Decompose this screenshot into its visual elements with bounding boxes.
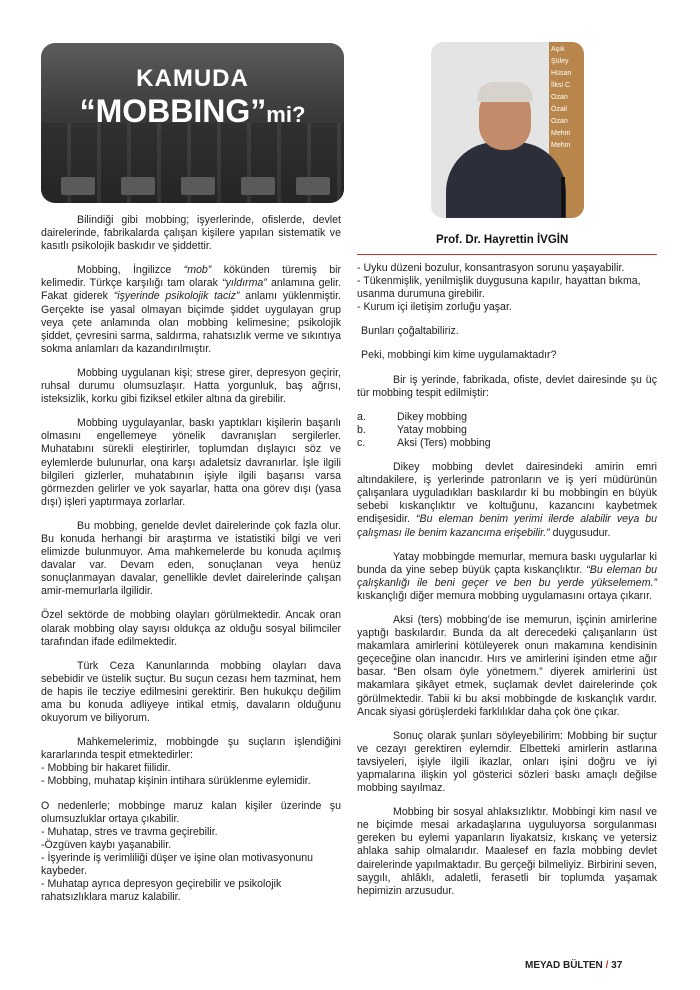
wall-text: Mehm (551, 130, 571, 137)
list-text: Yatay mobbing (397, 423, 467, 436)
paragraph: Özel sektörde de mobbing olayları görülmektedir. Ancak oran olarak mobbing olay sayısı oldukça az olduğu sosyal bilimciler tarafından ifade edilmektedir. (41, 609, 341, 648)
text-run: duygusudur. (549, 526, 611, 539)
list-text: Dikey mobbing (397, 410, 468, 423)
paragraph (41, 264, 341, 356)
text-run: Yatay mobbingde memurlar, memura baskı uygularlar ki bunda da yine sebep büyük çapta kıskançlıktır. (357, 550, 657, 576)
wall-text: Özail (551, 106, 567, 113)
hero-mobbing: “MOBBING” (79, 93, 267, 129)
list (41, 826, 341, 905)
paragraph: Mobbing uygulayanlar, baskı yaptıkları kişilerin başarılı olmasını engellemeye yönelik davranışları sergilerler. Muhatabını sürekli eleştirirler, toplumdan dışlayıcı söz ve eylemlerde bulunurlar, ona karşı adaletsiz davranırlar. İşle ilgili bilgileri gizlerler, muhatabının işiyle ilgili başarısı varsa görmezden gelirler ve yok sayarlar, hatta ona görev dışı (yasa dışı) işleri yaptırmaya zorlarlar. (41, 417, 341, 508)
list-marker: c. (357, 436, 366, 449)
hero-mi: mi? (266, 102, 306, 127)
list (357, 262, 657, 314)
desk-shape (296, 177, 330, 195)
text-run: Dikey mobbing devlet dairesindeki amirin emri altındakilere, iş yerlerinde patronların ve iş yeri müdürünün çalışanlara uyguladıkları baskılardır ki bu mobbingin en büyük sebebi kıskançlıktır ve koltuğunu, kazancını kaybetmek endişesidir. (357, 461, 657, 526)
list-item: - Kurum içi iletişim zorluğu yaşar. (357, 301, 512, 314)
italic-run: “mob” (183, 264, 212, 277)
list-marker: a. (357, 410, 366, 423)
page-number: 37 (611, 960, 623, 971)
paragraph: Sonuç olarak şunları söyleyebilirim: Mobbing bir suçtur ve cezayı gerektiren eylemdir. Elbetteki amirlerin astlarına tavsiyeleri, işiyle ilgili ikazlar, onları işini doğru ve iyi yapmalarına ilişkin yol gösterici sözleri baskı amaçlı değilse mobbing sayılmaz. (357, 729, 657, 795)
desk-shape (181, 177, 215, 195)
italic-run: “Bu eleman bu çalışkanlığı ile beni geçer ve ben bu yerde yükselemem.” (357, 563, 658, 589)
paragraph (357, 551, 657, 603)
paragraph: Peki, mobbingi kim kime uygulamaktadır? (361, 349, 557, 362)
list-item (357, 411, 657, 424)
list-item: - Muhatap, stres ve travma geçirebilir. (41, 825, 218, 838)
paragraph: Mobbing bir sosyal ahlaksızlıktır. Mobbingi kim nasıl ve ne biçimde mesai arkadaşlarına uyguluyorsa sorgulanması gereken bu eylemi yapanların liyakatsiz, kıskanç ve yetersiz ahlaka sahip olmalarıdır. Maalesef en fazla mobbing devlet dairelerinde yapılmaktadır. Bu gerçeği bilmeliyiz. Birbirini seven, saygılı, ahlâklı, adaletli, ferasetli bir toplumda yaşamak hepimizin arzusudur. (357, 806, 657, 897)
author-name: Prof. Dr. Hayrettin İVGİN (436, 234, 569, 246)
paragraph: Bir iş yerinde, fabrikada, ofiste, devlet dairesinde şu üç tür mobbing tespit edilmiştir: (357, 373, 657, 399)
microphone-icon (561, 177, 565, 217)
wall-text: Ozan (551, 118, 568, 125)
italic-run: “işyerinde psikolojik taciz” (113, 290, 240, 303)
wall-text: Hüsan (551, 70, 572, 77)
author-photo (431, 42, 584, 218)
italic-run: “yıldırma” (222, 277, 267, 290)
paragraph: O nedenlerle; mobbinge maruz kalan kişiler üzerinde şu olumsuzluklar ortaya çıkabilir. (41, 799, 341, 825)
left-column (41, 214, 341, 915)
author-divider (357, 254, 657, 255)
list-item: - Tükenmişlik, yenilmişlik duygusuna kapılır, hayattan bıkma, usanma durumuna girebilir. (357, 275, 641, 301)
list-marker: b. (357, 423, 366, 436)
footer-separator: / (605, 960, 609, 971)
page-footer (525, 960, 622, 971)
text-run: anlamına gelir. Fakat giderek (41, 277, 342, 303)
text-run: Mobbing, İngilizce (77, 264, 184, 277)
wall-text: Şüley (551, 58, 569, 65)
text-run: kökünden türemiş bir kelimedir. Türkçe karşılığı tam olarak (41, 264, 341, 290)
italic-run: “Bu eleman benim yerimi ilerde alabilir veya bu çalışması ile benim kazancıma erişebilir.” (357, 513, 657, 539)
list-item (357, 424, 657, 437)
mobbing-types-list (357, 411, 657, 450)
hero-title-line1: KAMUDA (136, 65, 249, 92)
hero-title-line2 (41, 93, 344, 130)
portrait-hair (477, 82, 533, 102)
text-run: anlamı yüklenmiştir. Gerçekte ise yasal olmayan biçimde şiddet uygulayan grup veya çete anlamında olan mobbing kelimesine; psikolojik şiddet, çevresini sarma, saldırma, rahatsızlık verme ve sıkıntıya sokma anlamları da kazandırılmıştır. (41, 290, 341, 355)
list-item: - Mobbing bir hakaret fiilidir. (41, 762, 171, 775)
paragraph: Bilindiği gibi mobbing; işyerlerinde, ofislerde, devlet dairelerinde, fabrikalarda çalışan kişilere yapılan sistematik ve kasıtlı psikolojik baskıdır ve şiddettir. (41, 214, 341, 253)
wall-text: Mehm (551, 142, 571, 149)
list-text: Aksi (Ters) mobbing (397, 436, 491, 449)
list-item: - İşyerinde iş verimliliği düşer ve işine olan motivasyonunu kaybeder. (41, 851, 314, 878)
wall-text: Ozan (551, 94, 568, 101)
paragraph: Mobbing uygulanan kişi; strese girer, depresyon geçirir, ruhsal durumu olumsuzlaşır. Hatta yorgunluk, baş ağrısı, isteksizlik, korku gibi fiziksel etkiler altına da girebilir. (41, 366, 341, 406)
desk-shape (121, 177, 155, 195)
portrait-suit (446, 142, 566, 218)
paragraph: Bunları çoğaltabiliriz. (361, 325, 459, 338)
paragraph: Aksi (ters) mobbing’de ise memurun, işçinin amirlerine yaptığı baskılardır. Bunda da alt derecedeki çalışanların üst makamlara amirlerini kötüleyerek onun makamına kendisinin geçeceğine olan inancıdır. Hırs ve amirlerini işinden etme ağır basar. “Ben olsam öyle yönetmem.” diyerek amirlerini üst makamlara şikâyet etmek, suçlamak devlet dairelerinde çok görülmektedir. Tabii ki bu aksi mobbingde de kıskançlık vardır. Ancak siyasi görüşlerdeki farklılıklar daha çok öne çıkar. (357, 613, 657, 718)
paragraph: Mahkemelerimiz, mobbingde şu suçların işlendiğini kararlarında tespit etmektedirler: (41, 736, 341, 762)
wall-text: İlksi C (551, 82, 571, 89)
desk-shape (61, 177, 95, 195)
list-item: - Muhatap ayrıca depresyon geçirebilir ve psikolojik rahatsızlıklara maruz kalabilir. (41, 878, 282, 904)
list-item (357, 437, 657, 450)
text-run: kıskançlığı diğer memura mobbing uygulamasını ortaya çıkarır. (357, 589, 652, 602)
list (41, 762, 341, 788)
paragraph: Bu mobbing, genelde devlet dairelerinde çok fazla olur. Bu konuda herhangi bir araştırma ve istatistiki bilgi ve veri elimizde bulunmuyor. Ama mahkemelerde bu konuda açılmış davalar var. Devam eden, sonuçlanan veya henüz sonuçlanmayan davalar, genellikle devlet dairelerinde çalışan amir-memurlarla ilgilidir. (41, 519, 341, 598)
right-column (357, 262, 657, 909)
hero-image (41, 43, 344, 203)
wall-text: Aşık (551, 46, 565, 53)
publication-name: MEYAD BÜLTEN (525, 960, 603, 971)
list-item: - Mobbing, muhatap kişinin intihara sürüklenme eylemidir. (41, 775, 311, 788)
desk-shape (241, 177, 275, 195)
list-item: -Özgüven kaybı yaşanabilir. (41, 838, 172, 851)
list-item: - Uyku düzeni bozulur, konsantrasyon sorunu yaşayabilir. (357, 262, 625, 274)
paragraph: Türk Ceza Kanunlarında mobbing olayları dava sebebidir ve üstelik suçtur. Bu suçun cezası hem tazminat, hem de hapis ile tecziye edilmesini gerektirir. Ben hukukçu değilim ama bu konuda adliyeye intikal etmiş, davaların olduğunu okuyorum ve biliyorum. (41, 659, 341, 725)
paragraph (357, 461, 657, 540)
